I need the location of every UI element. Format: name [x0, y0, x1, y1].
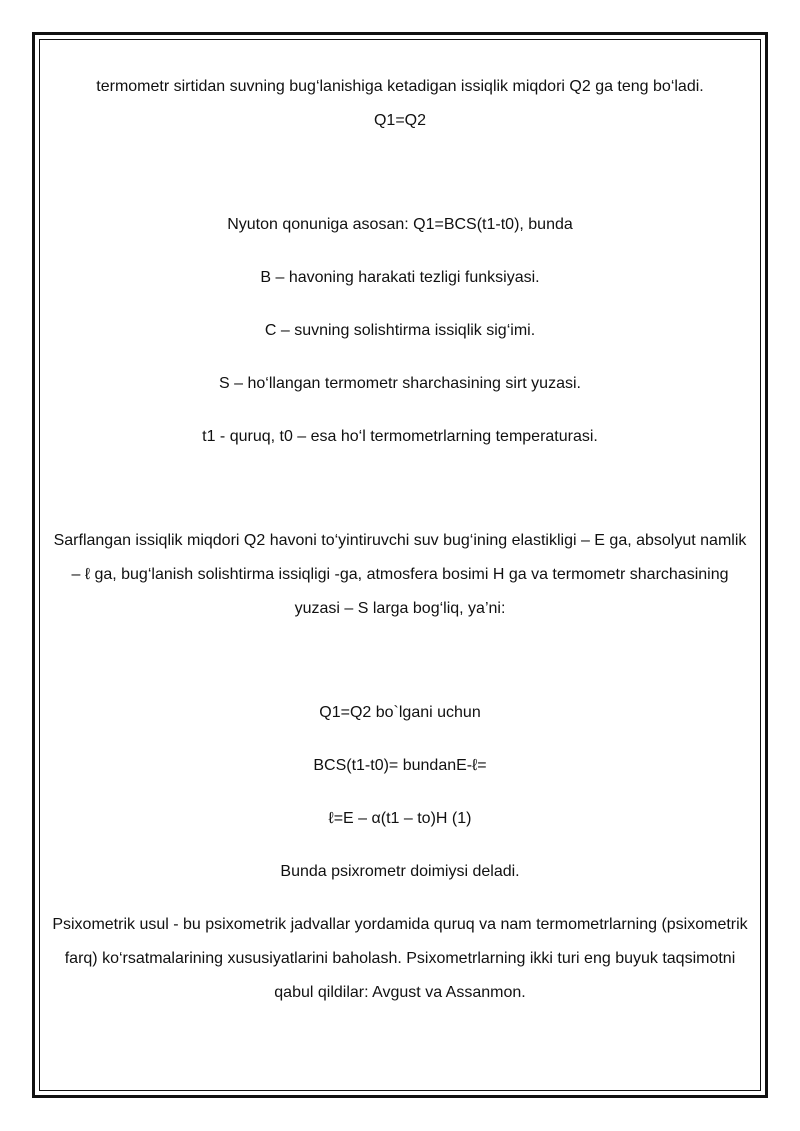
paragraph-psychrometric-method: Psixometrik usul - bu psixometrik jadvallar yordamida quruq va nam termometrlarning (psixometrik farq) ko‘rsatmalarining xususiyatlarini baholash. Psixometrlarning ikki turi eng buyuk taqsimotni qabul qildilar: Avgust va Assanmon. [52, 916, 748, 1001]
paragraph-heat-spent: Sarflangan issiqlik miqdori Q2 havoni to‘yintiruvchi suv bug‘ining elastikligi – E ga, absolyut namlik – ℓ ga, bug‘lanish solishtirma issiqligi -ga, atmosfera bosimi H ga va termometr sharchasining yuzasi – S larga bog‘liq, ya’ni: [53, 532, 747, 617]
definition-t: t1 - quruq, t0 – esa ho‘l termometrlarning temperaturasi. [202, 428, 598, 445]
equation-bcs: BCS(t1-t0)= bundanE-ℓ= [313, 757, 487, 774]
equation-since-line: Q1=Q2 bo`lgani uchun [319, 704, 481, 721]
definition-b: B – havoning harakati tezligi funksiyasi. [260, 269, 540, 286]
newton-law-line: Nyuton qonuniga asosan: Q1=BCS(t1-t0), bunda [227, 216, 573, 233]
document-body [50, 70, 750, 1010]
definition-s: S – ho‘llangan termometr sharchasining sirt yuzasi. [219, 375, 581, 392]
psychrometer-constant-line: Bunda psixrometr doimiysi deladi. [280, 863, 520, 880]
paragraph-continuation: termometr sirtidan suvning bug‘lanishiga ketadigan issiqlik miqdori Q2 ga teng bo‘ladi. [96, 78, 704, 95]
equation-humidity: ℓ=E – α(t1 – to)H (1) [328, 810, 472, 827]
equation-q1-q2: Q1=Q2 [373, 112, 427, 129]
definition-c: C – suvning solishtirma issiqlik sig‘imi. [264, 322, 536, 339]
